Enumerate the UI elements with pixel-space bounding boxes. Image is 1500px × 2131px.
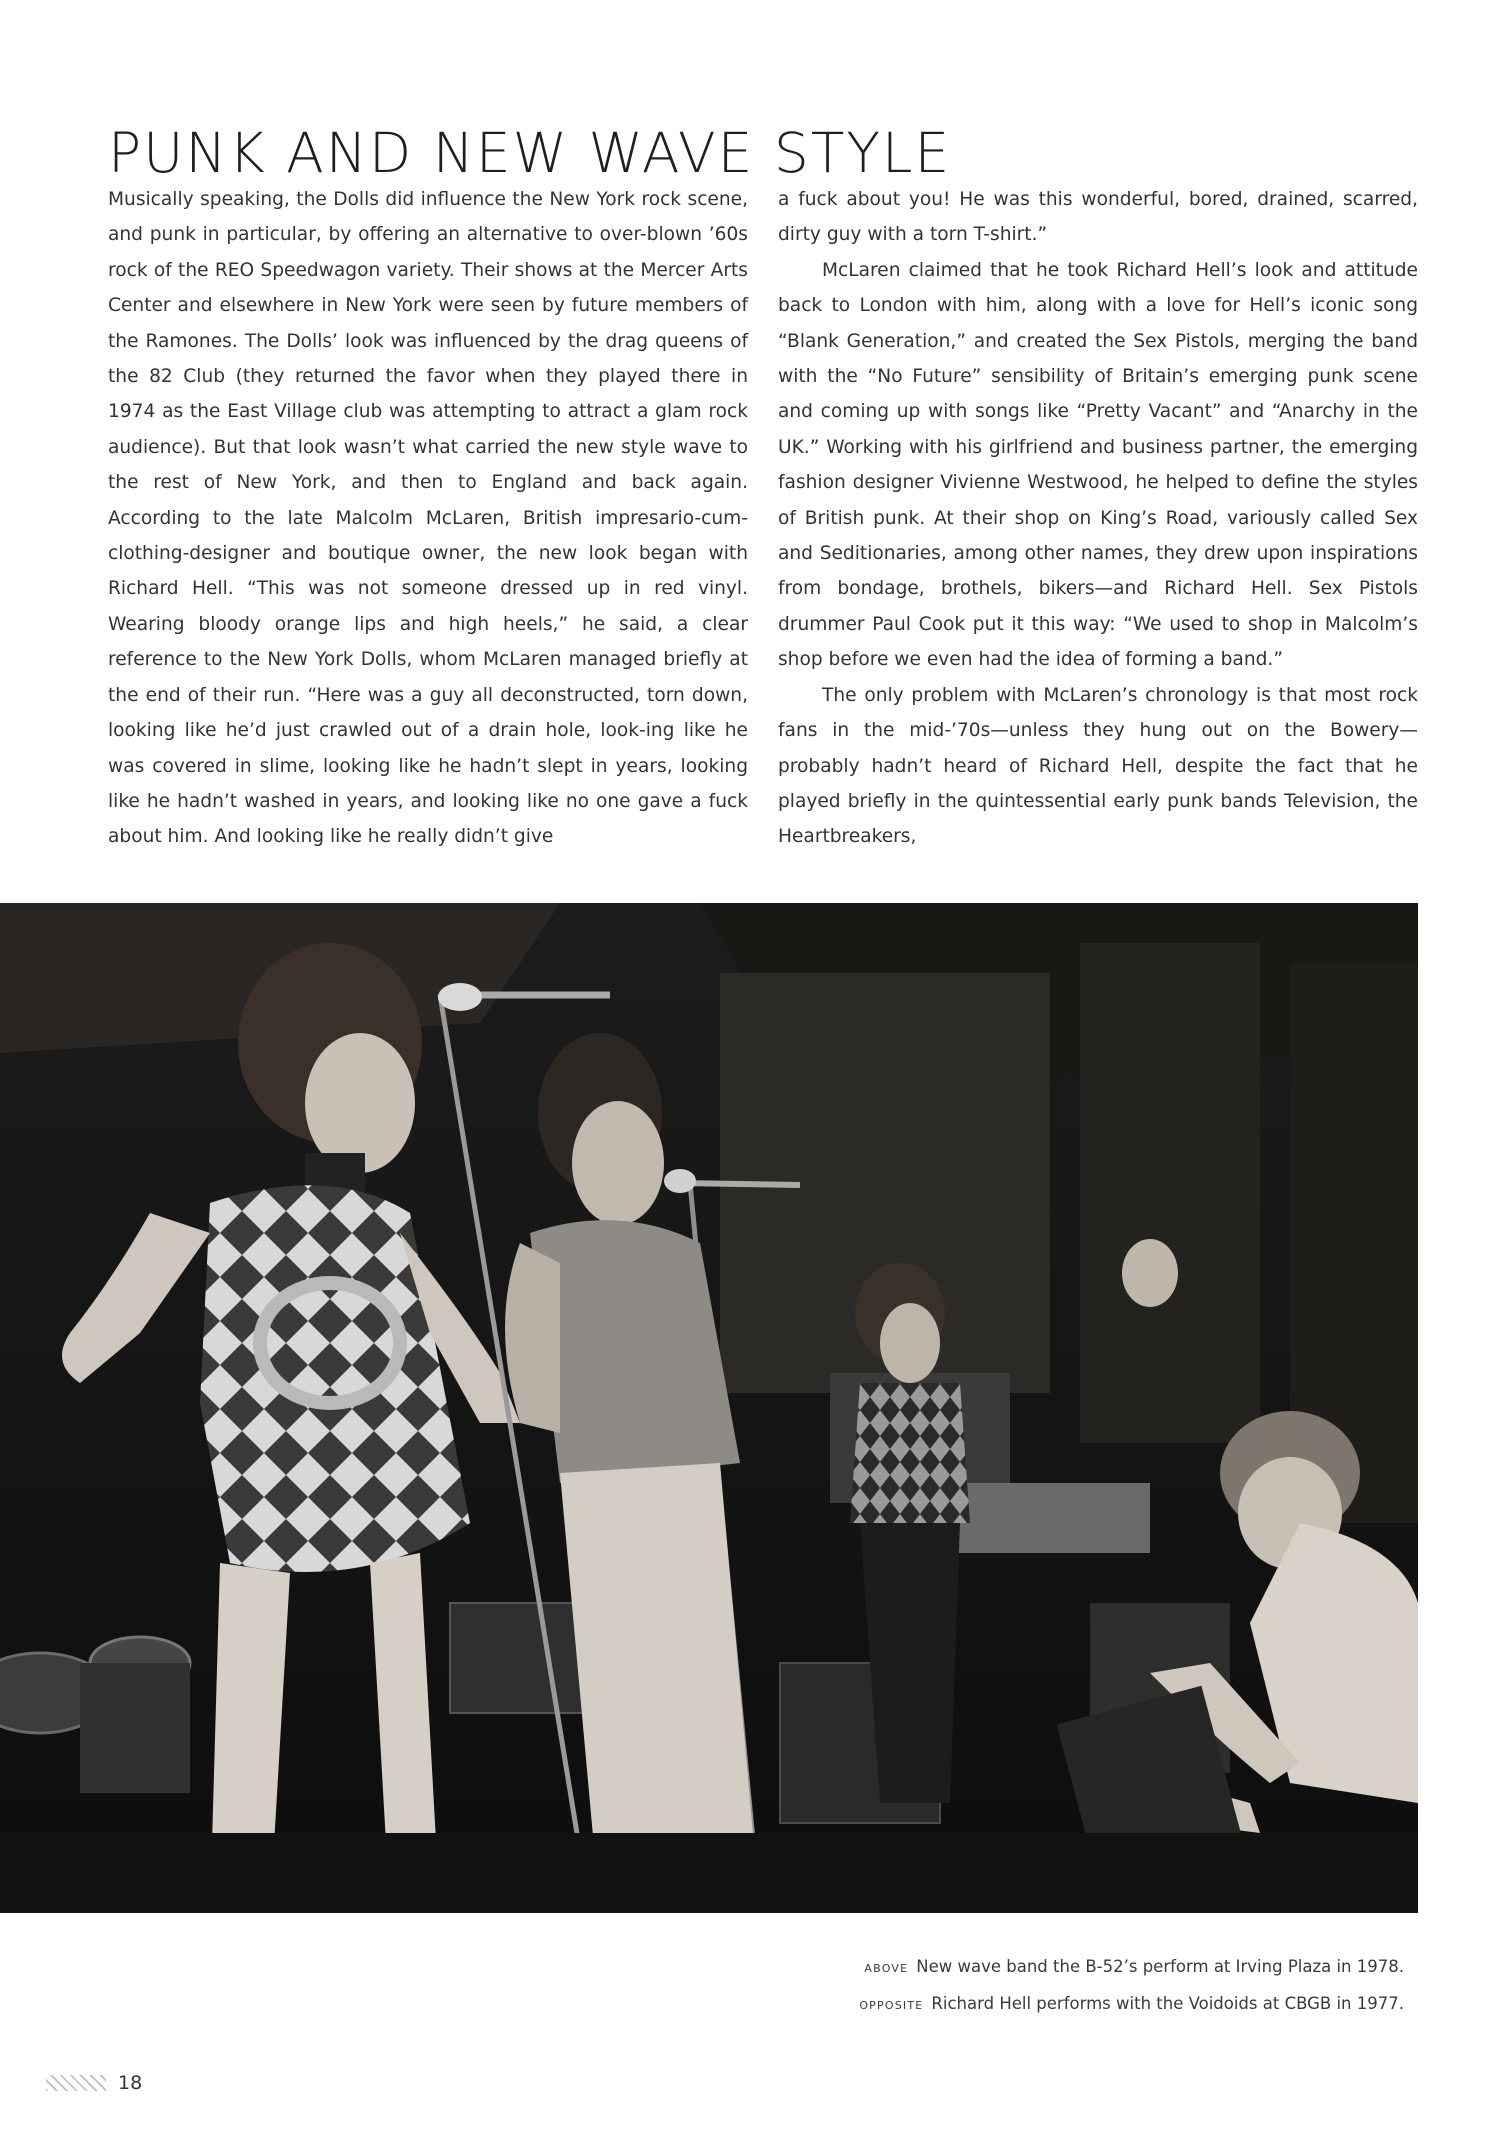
hatch-ornament-icon bbox=[46, 2075, 106, 2091]
paragraph: Musically speaking, the Dolls did influence the New York rock scene, and punk in particular, by offering an alternative to over-blown ’60s rock of the REO Speedwagon variety. Their shows at the Mercer Arts Center and elsewhere in New York were seen by future members of the Ramones. The Dolls’ look was influenced by the drag queens of the 82 Club (they returned the favor when they played there in 1974 as the East Village club was attempting to attract a glam rock audience). But that look wasn’t what carried the new style wave to the rest of New York, and then to England and back again. According to the late Malcolm McLaren, British impresario-cum-clothing-designer and boutique owner, the new look began with Richard Hell. “This was not someone dressed up in red vinyl. Wearing bloody orange lips and high heels,” he said, a clear reference to the New York Dolls, whom McLaren managed briefly at the end of their run. “Here was a guy all deconstructed, torn down, looking like he’d just crawled out of a drain hole, look-ing like he was covered in slime, looking like he hadn’t slept in years, looking like he hadn’t washed in years, and looking like no one gave a fuck about him. And looking like he really didn’t give bbox=[108, 189, 748, 848]
caption-label: OPPOSITE bbox=[859, 1999, 924, 2012]
caption-opposite bbox=[704, 1993, 1404, 2017]
concert-photo bbox=[0, 903, 1418, 1913]
paragraph: McLaren claimed that he took Richard Hell’s look and attitude back to London with him, along with a love for Hell’s iconic song “Blank Generation,” and created the Sex Pistols, merging the band with the “No Future” sensibility of Britain’s emerging punk scene and coming up with songs like “Pretty Vacant” and “Anarchy in the UK.” Working with his girlfriend and business partner, the emerging fashion designer Vivienne Westwood, he helped to define the styles of British punk. At their shop on King’s Road, variously called Sex and Seditionaries, among other names, they drew upon inspirations from bondage, brothels, bikers—and Richard Hell. Sex Pistols drummer Paul Cook put it this way: “We used to shop in Malcolm’s shop before we even had the idea of forming a band.” bbox=[778, 259, 1418, 671]
page-number: 18 bbox=[118, 2072, 143, 2094]
caption-text: Richard Hell performs with the Voidoids at CBGB in 1977. bbox=[931, 1994, 1404, 2013]
caption-text: New wave band the B-52’s perform at Irving Plaza in 1978. bbox=[916, 1957, 1404, 1976]
article-left-column bbox=[108, 182, 748, 855]
paragraph: a fuck about you! He was this wonderful, bored, drained, scarred, dirty guy with a torn T-shirt.” bbox=[778, 189, 1418, 246]
paragraph: The only problem with McLaren’s chronology is that most rock fans in the mid-’70s—unless they hung out on the Bowery—probably hadn’t heard of Richard Hell, despite the fact that he played briefly in the quintessential early punk bands Television, the Heartbreakers, bbox=[778, 684, 1418, 848]
article-right-column bbox=[778, 182, 1418, 855]
page-title: PUNK AND NEW WAVE STYLE bbox=[108, 121, 952, 185]
caption-label: ABOVE bbox=[864, 1962, 909, 1975]
photo-illustration bbox=[0, 903, 1418, 1913]
caption-above bbox=[704, 1956, 1404, 1980]
page-footer bbox=[46, 2068, 142, 2098]
